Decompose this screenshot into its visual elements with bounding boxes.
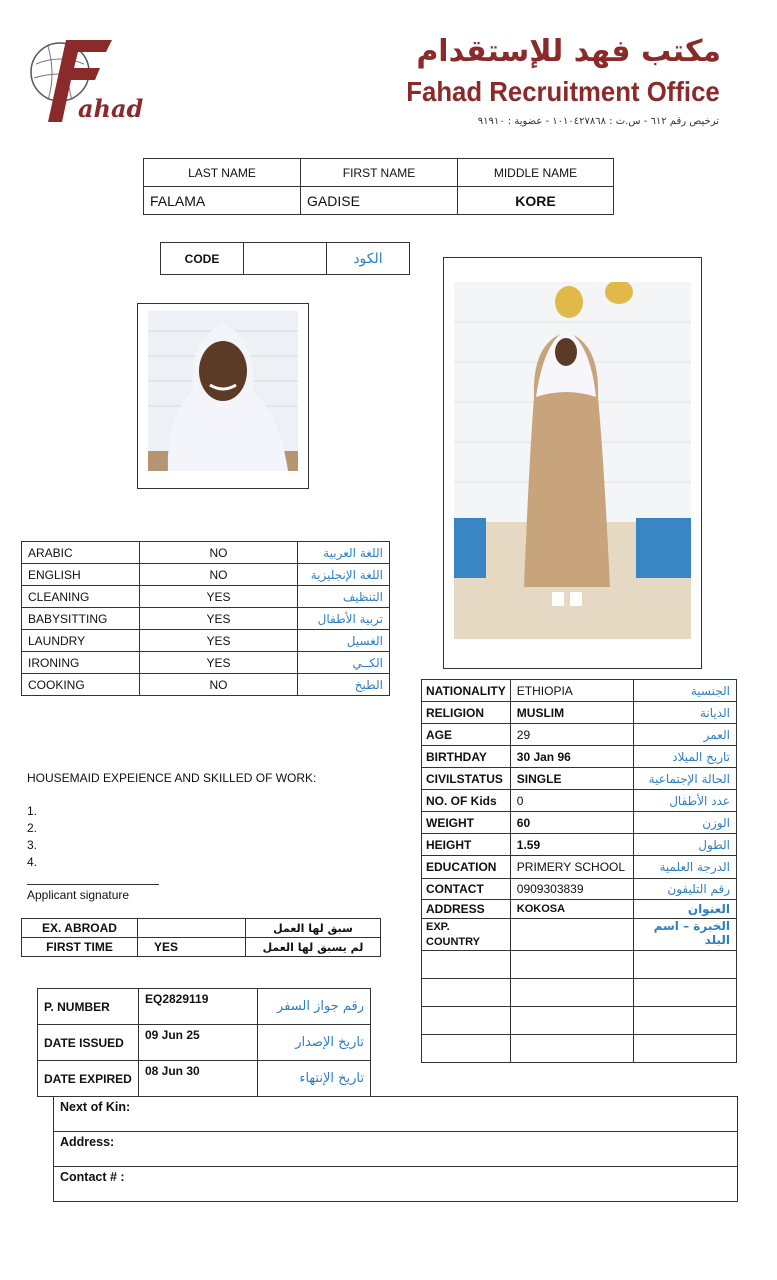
experience-item: 2. — [27, 821, 38, 835]
skill-label: IRONING — [22, 652, 140, 674]
skill-value: NO — [140, 674, 298, 696]
last-name-value: FALAMA — [144, 187, 301, 215]
detail-row — [422, 834, 737, 856]
abroad-label-ar: لم يسبق لها العمل — [246, 938, 381, 957]
passport-label: P. NUMBER — [38, 989, 139, 1025]
detail-label: AGE — [422, 724, 511, 746]
experience-item: 1. — [27, 804, 38, 818]
skill-row — [22, 674, 390, 696]
exp-country-row — [422, 919, 737, 951]
detail-row — [422, 812, 737, 834]
detail-label-ar: الحالة الإجتماعية — [633, 768, 736, 790]
detail-label-ar: الدرجة العلمية — [633, 856, 736, 879]
abroad-row — [22, 938, 381, 957]
passport-value: 08 Jun 30 — [139, 1061, 258, 1097]
skill-label: COOKING — [22, 674, 140, 696]
skill-row — [22, 564, 390, 586]
detail-row — [422, 680, 737, 702]
skill-label-ar: اللغة العربية — [298, 542, 390, 564]
detail-label-ar: عدد الأطفال — [633, 790, 736, 812]
skill-row — [22, 608, 390, 630]
skill-value: YES — [140, 608, 298, 630]
detail-label: EDUCATION — [422, 856, 511, 879]
middle-name-value: KORE — [458, 187, 614, 215]
exp-country-value — [510, 919, 633, 951]
detail-row — [422, 768, 737, 790]
detail-row — [422, 702, 737, 724]
logo-text: ahad — [78, 94, 144, 123]
experience-item: 4. — [27, 855, 38, 869]
kin-contact-label: Contact # : — [54, 1167, 738, 1202]
code-label: CODE — [161, 243, 244, 275]
signature-line — [27, 884, 159, 885]
code-value — [244, 243, 327, 275]
detail-label: NO. OF Kids — [422, 790, 511, 812]
empty-row — [422, 951, 737, 979]
first-name-value: GADISE — [301, 187, 458, 215]
detail-label: BIRTHDAY — [422, 746, 511, 768]
skill-value: YES — [140, 652, 298, 674]
skill-row — [22, 586, 390, 608]
passport-row — [38, 1061, 371, 1097]
abroad-label-ar: سبق لها العمل — [246, 919, 381, 938]
exp-country-label-ar: الخبرة – اسم البلد — [633, 919, 736, 951]
passport-label-ar: تاريخ الإنتهاء — [258, 1061, 371, 1097]
full-body-photo — [454, 282, 691, 639]
code-table — [160, 242, 410, 275]
detail-label-ar: رقم التليفون — [633, 879, 736, 900]
skill-value: YES — [140, 586, 298, 608]
detail-value: 30 Jan 96 — [510, 746, 633, 768]
detail-value: 60 — [510, 812, 633, 834]
portrait-photo-frame — [137, 303, 309, 489]
skill-label: CLEANING — [22, 586, 140, 608]
experience-heading: HOUSEMAID EXPEIENCE AND SKILLED OF WORK: — [27, 771, 317, 785]
full-body-photo-frame — [443, 257, 702, 669]
middle-name-header: MIDDLE NAME — [458, 159, 614, 187]
skill-label: LAUNDRY — [22, 630, 140, 652]
skill-label-ar: الطبخ — [298, 674, 390, 696]
skill-label-ar: التنظيف — [298, 586, 390, 608]
passport-value: EQ2829119 — [139, 989, 258, 1025]
abroad-row — [22, 919, 381, 938]
passport-table — [37, 988, 371, 1097]
skill-value: YES — [140, 630, 298, 652]
skill-row — [22, 542, 390, 564]
detail-label-ar: الطول — [633, 834, 736, 856]
skill-row — [22, 630, 390, 652]
license-line: ترخيص رقم ٦١٢ - س.ت : ١٠١٠٤٢٧٨٦٨ - عضوية : ٩١٩١٠ — [477, 116, 719, 127]
skill-label: ENGLISH — [22, 564, 140, 586]
abroad-value — [138, 919, 246, 938]
kin-address-label: Address: — [54, 1132, 738, 1167]
skill-label: ARABIC — [22, 542, 140, 564]
empty-row — [422, 1035, 737, 1063]
detail-row — [422, 856, 737, 879]
detail-label: NATIONALITY — [422, 680, 511, 702]
detail-value: 0 — [510, 790, 633, 812]
skill-label-ar: الغسيل — [298, 630, 390, 652]
passport-row — [38, 989, 371, 1025]
skill-label-ar: اللغة الإنجليزية — [298, 564, 390, 586]
detail-label: RELIGION — [422, 702, 511, 724]
detail-label-ar: العنوان — [633, 900, 736, 919]
detail-value: KOKOSA — [510, 900, 633, 919]
passport-label-ar: رقم جواز السفر — [258, 989, 371, 1025]
name-table — [143, 158, 614, 215]
abroad-table — [21, 918, 381, 957]
first-name-header: FIRST NAME — [301, 159, 458, 187]
passport-label: DATE ISSUED — [38, 1025, 139, 1061]
skill-value: NO — [140, 564, 298, 586]
detail-value: 1.59 — [510, 834, 633, 856]
detail-row — [422, 879, 737, 900]
last-name-header: LAST NAME — [144, 159, 301, 187]
skill-label-ar: الكــي — [298, 652, 390, 674]
abroad-value: YES — [138, 938, 246, 957]
detail-value: ETHIOPIA — [510, 680, 633, 702]
next-of-kin-label: Next of Kin: — [54, 1097, 738, 1132]
detail-row — [422, 746, 737, 768]
skills-table — [21, 541, 390, 696]
abroad-label: EX. ABROAD — [22, 919, 138, 938]
signature-label: Applicant signature — [27, 888, 130, 902]
passport-label: DATE EXPIRED — [38, 1061, 139, 1097]
detail-label: ADDRESS — [422, 900, 511, 919]
detail-label: WEIGHT — [422, 812, 511, 834]
detail-value: 0909303839 — [510, 879, 633, 900]
passport-value: 09 Jun 25 — [139, 1025, 258, 1061]
detail-label: CONTACT — [422, 879, 511, 900]
office-name-en: Fahad Recruitment Office — [406, 76, 720, 107]
detail-label: HEIGHT — [422, 834, 511, 856]
skill-value: NO — [140, 542, 298, 564]
detail-label-ar: العمر — [633, 724, 736, 746]
detail-value: SINGLE — [510, 768, 633, 790]
detail-row — [422, 790, 737, 812]
detail-label-ar: الديانة — [633, 702, 736, 724]
exp-country-label: EXP. COUNTRY — [422, 919, 511, 951]
detail-label-ar: الجنسية — [633, 680, 736, 702]
portrait-photo — [148, 311, 298, 471]
detail-row — [422, 724, 737, 746]
detail-value: PRIMERY SCHOOL — [510, 856, 633, 879]
detail-value: 29 — [510, 724, 633, 746]
empty-row — [422, 1007, 737, 1035]
passport-label-ar: تاريخ الإصدار — [258, 1025, 371, 1061]
skill-row — [22, 652, 390, 674]
detail-label: CIVILSTATUS — [422, 768, 511, 790]
detail-label-ar: تاريخ الميلاد — [633, 746, 736, 768]
company-logo — [26, 34, 144, 126]
abroad-label: FIRST TIME — [22, 938, 138, 957]
kin-table — [53, 1096, 738, 1202]
detail-row — [422, 900, 737, 919]
experience-item: 3. — [27, 838, 38, 852]
code-label-ar: الكود — [327, 243, 410, 275]
detail-label-ar: الوزن — [633, 812, 736, 834]
office-name-ar: مكتب فهد للإستقدام — [416, 34, 721, 69]
experience-list — [27, 803, 37, 871]
skill-label: BABYSITTING — [22, 608, 140, 630]
details-table — [421, 679, 737, 1063]
empty-row — [422, 979, 737, 1007]
detail-value: MUSLIM — [510, 702, 633, 724]
passport-row — [38, 1025, 371, 1061]
skill-label-ar: تربية الأطفال — [298, 608, 390, 630]
